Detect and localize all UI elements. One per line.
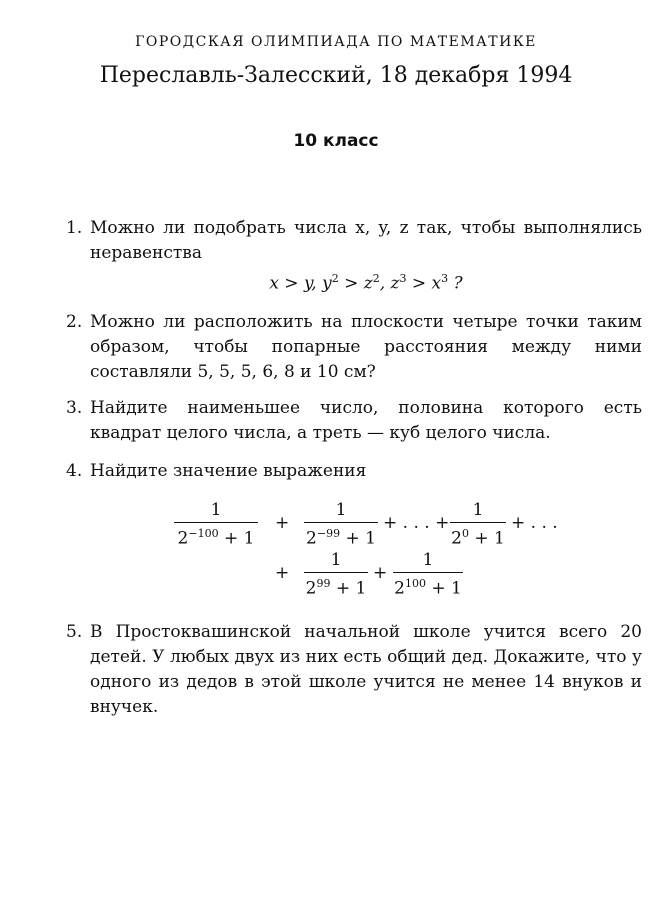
formula-exponent: 2 [331,272,339,285]
olympiad-place-date: Переславль-Залесский, 18 декабря 1994 [99,63,573,88]
sum-expression [0,497,672,617]
problem-1 [66,216,642,297]
plus-sign: + [275,563,290,583]
formula-part: x > y, y [269,273,332,294]
problem-text: Можно ли подобрать числа x, y, z так, чтобы выполнялись неравенства [90,218,642,263]
formula-part: ? [448,273,463,294]
fraction-2 [304,499,378,550]
problem-text: В Простоквашинской начальной школе учится всего 20 детей. У любых двух из них есть общий дед. Докажите, что у одного из дедов в этой школе учится не менее 14 внуков и внучек. [90,622,642,717]
fraction-3 [450,499,506,550]
fraction-denominator [174,523,258,550]
plus-dots-plus: + . . . + [383,513,450,533]
problem-text: Найдите значение выражения [90,461,367,481]
problem-1-formula [90,266,642,297]
formula-exponent: 3 [441,272,449,285]
den-plus: + 1 [218,528,255,549]
den-plus: + 1 [468,528,505,549]
den-base: 2 [451,528,462,549]
olympiad-title: ГОРОДСКАЯ ОЛИМПИАДА ПО МАТЕМАТИКЕ [135,34,537,50]
problem-number: 5. [66,622,83,642]
den-base: 2 [177,528,189,549]
plus-sign: + [275,513,290,533]
formula-exponent: 2 [372,272,380,285]
problem-text: Можно ли расположить на плоскости четыре точки таким образом, чтобы попарные расстояния между ними составляли 5, 5, 5, 6, 8 и 10 см? [90,312,642,382]
problem-number: 4. [66,461,83,481]
formula-part: , z [379,273,400,294]
problem-2 [66,310,642,385]
den-base: 2 [305,578,317,599]
problem-3 [66,396,642,446]
fraction-denominator [304,573,368,600]
den-exponent: −100 [188,527,219,540]
den-base: 2 [394,578,405,599]
den-exponent: 99 [316,577,331,590]
problem-number: 3. [66,398,83,418]
den-exponent: −99 [316,527,341,540]
den-plus: + 1 [340,528,376,549]
formula-part: > x [406,273,442,294]
fraction-denominator [393,573,463,600]
fraction-5 [393,549,463,600]
den-plus: + 1 [330,578,367,599]
fraction-numerator: 1 [304,499,378,523]
fraction-1 [174,499,258,550]
fraction-numerator: 1 [450,499,506,523]
fraction-4 [304,549,368,600]
fraction-denominator [304,523,378,550]
formula-exponent: 3 [399,272,407,285]
grade-heading: 10 класс [293,131,379,151]
den-exponent: 0 [461,527,469,540]
plus-dots: + . . . [511,513,558,533]
fraction-numerator: 1 [393,549,463,573]
fraction-numerator: 1 [174,499,258,523]
den-plus: + 1 [425,578,462,599]
problem-5 [66,620,642,720]
den-exponent: 100 [404,577,426,590]
fraction-numerator: 1 [304,549,368,573]
problem-number: 1. [66,218,83,238]
formula-part: > z [338,273,373,294]
den-base: 2 [306,528,317,549]
fraction-denominator [450,523,506,550]
problem-4 [66,459,642,484]
problem-number: 2. [66,312,83,332]
problem-text: Найдите наименьшее число, половина которого есть квадрат целого числа, а треть — куб целого числа. [90,398,642,443]
plus-sign: + [373,563,388,583]
